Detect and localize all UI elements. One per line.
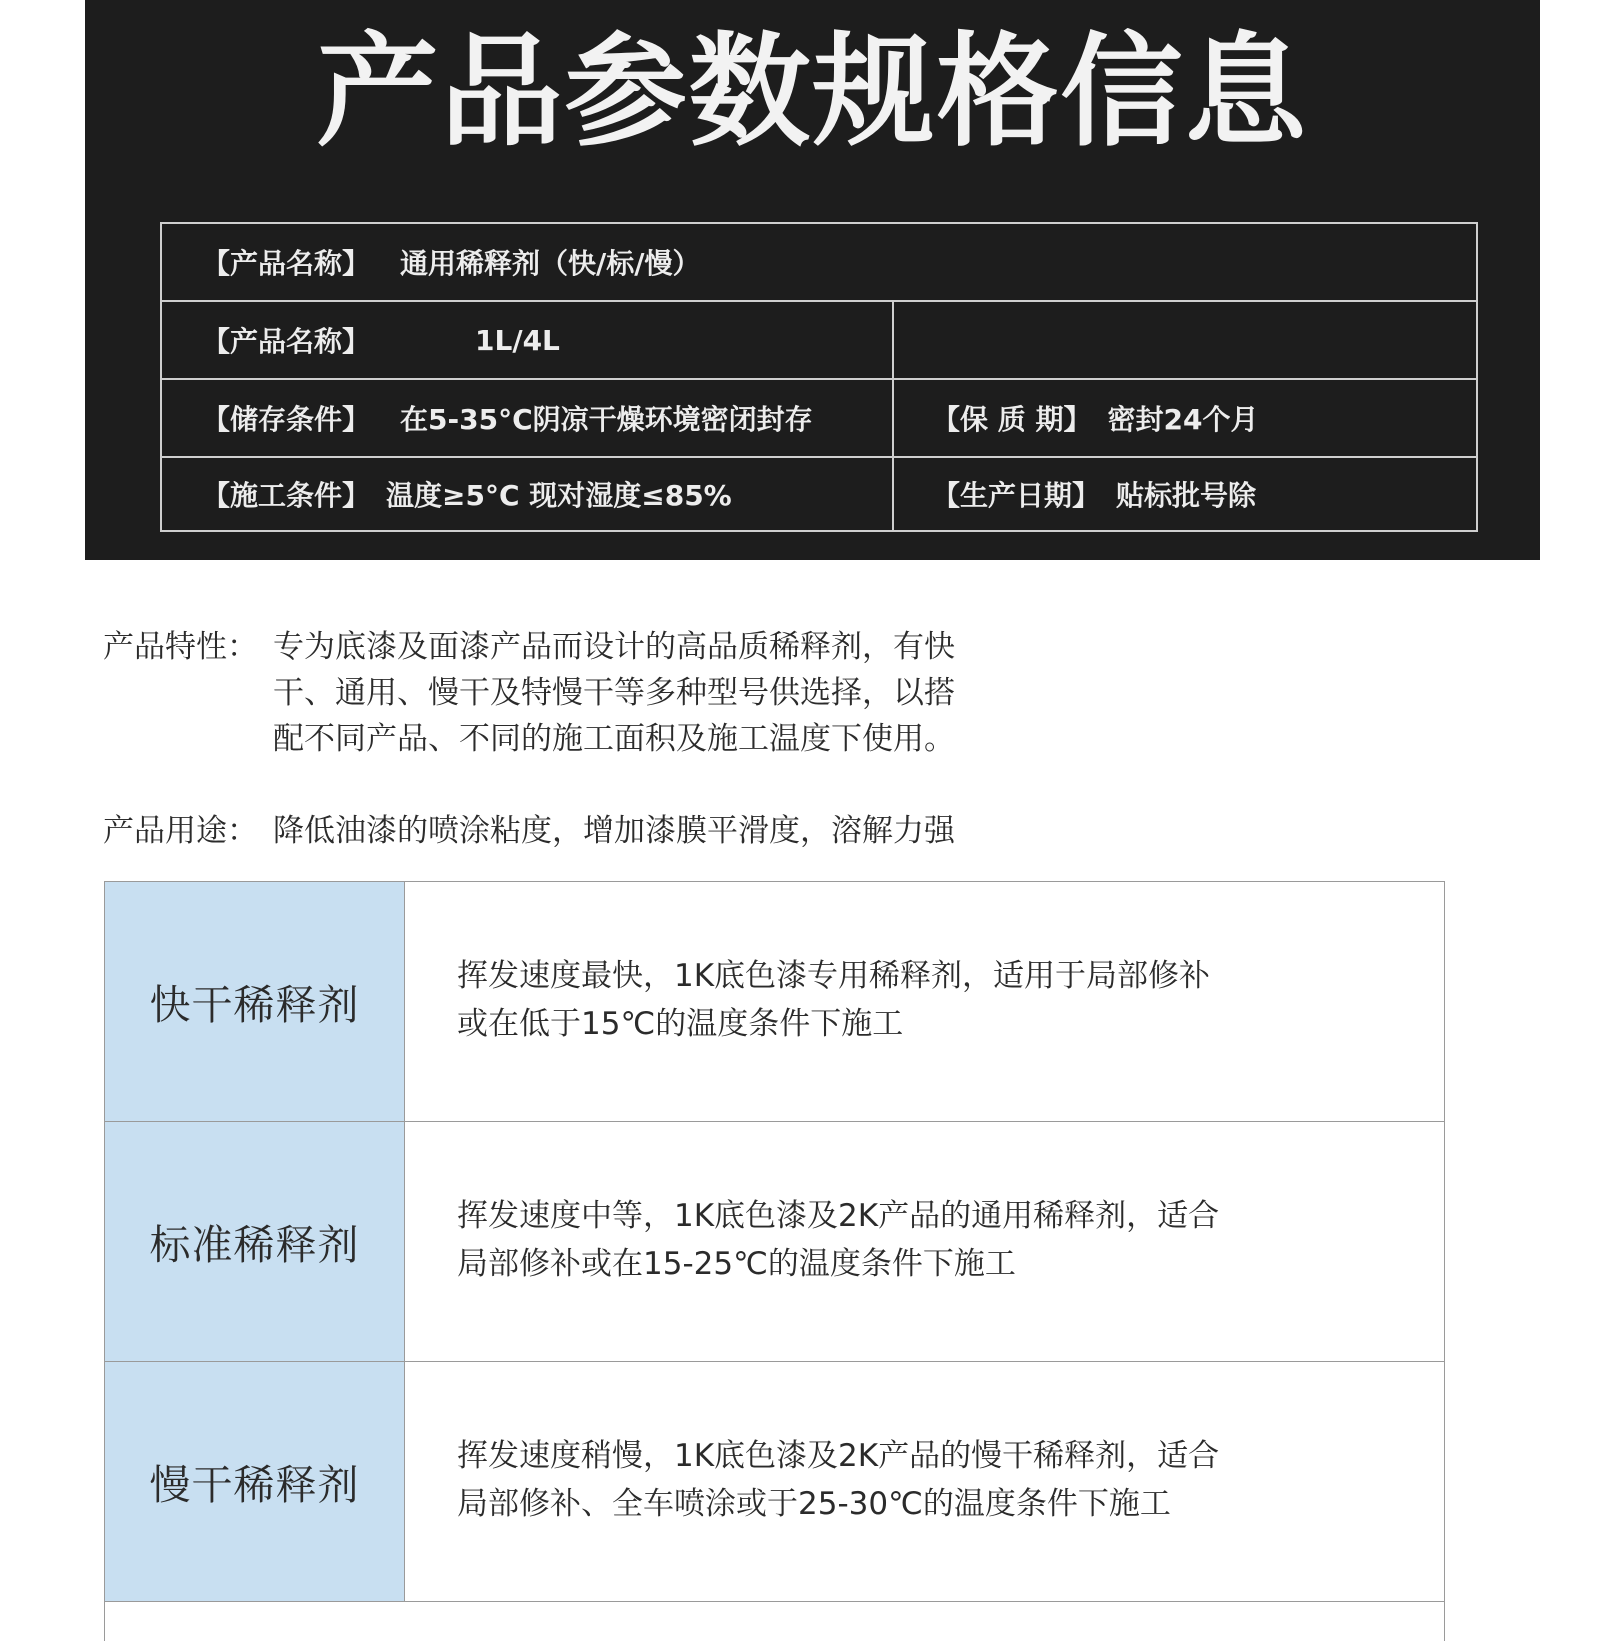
- spec-label: 【产品名称】: [202, 247, 371, 280]
- table-row: [105, 1122, 1444, 1362]
- type-name: 慢干稀释剂: [105, 1362, 405, 1601]
- thinner-types-table: [104, 881, 1445, 1641]
- spec-label: 【生产日期】: [932, 479, 1101, 512]
- spec-table: [160, 222, 1478, 532]
- table-row: [105, 882, 1444, 1122]
- spec-title: 产品参数规格信息: [316, 21, 1309, 163]
- features-line: 配不同产品、不同的施工面积及施工温度下使用。: [273, 721, 955, 757]
- spec-label: 【储存条件】: [202, 403, 371, 436]
- features-label: 产品特性：: [103, 629, 258, 665]
- spec-row: [162, 378, 1476, 456]
- features-line: 专为底漆及面漆产品而设计的高品质稀释剂，有快: [273, 629, 955, 665]
- spec-value: 密封24个月: [1107, 403, 1259, 436]
- type-description: 挥发速度最快，1K底色漆专用稀释剂，适用于局部修补 或在低于15℃的温度条件下施工: [457, 958, 1211, 1042]
- features-line: 干、通用、慢干及特慢干等多种型号供选择，以搭: [273, 675, 955, 711]
- spec-label: 【产品名称】: [202, 325, 371, 358]
- spec-value: 贴标批号除: [1116, 479, 1257, 512]
- type-name: 快干稀释剂: [105, 882, 405, 1121]
- spec-value: 温度≥5°C 现对湿度≤85%: [386, 479, 732, 512]
- usage-text: 降低油漆的喷涂粘度，增加漆膜平滑度，溶解力强: [273, 813, 955, 849]
- spec-value: 通用稀释剂（快/标/慢）: [400, 247, 701, 280]
- spec-label: 【保 质 期】: [932, 403, 1092, 436]
- table-row: [105, 1362, 1444, 1602]
- spec-row: [162, 456, 1476, 530]
- spec-row: [162, 224, 1476, 300]
- spec-panel: [85, 0, 1540, 560]
- spec-label: 【施工条件】: [202, 479, 371, 512]
- spec-empty-cell: [892, 302, 1478, 378]
- spec-value: 1L/4L: [475, 323, 560, 357]
- spec-row: [162, 300, 1476, 378]
- type-description: 挥发速度中等，1K底色漆及2K产品的通用稀释剂，适合 局部修补或在15-25℃的温度条件下施工: [457, 1198, 1220, 1282]
- usage-label: 产品用途：: [103, 813, 258, 849]
- type-description: 挥发速度稍慢，1K底色漆及2K产品的慢干稀释剂，适合 局部修补、全车喷涂或于25-30℃的温度条件下施工: [457, 1438, 1220, 1522]
- spec-value: 在5-35°C阴凉干燥环境密闭封存: [400, 403, 813, 436]
- type-name: 标准稀释剂: [105, 1122, 405, 1361]
